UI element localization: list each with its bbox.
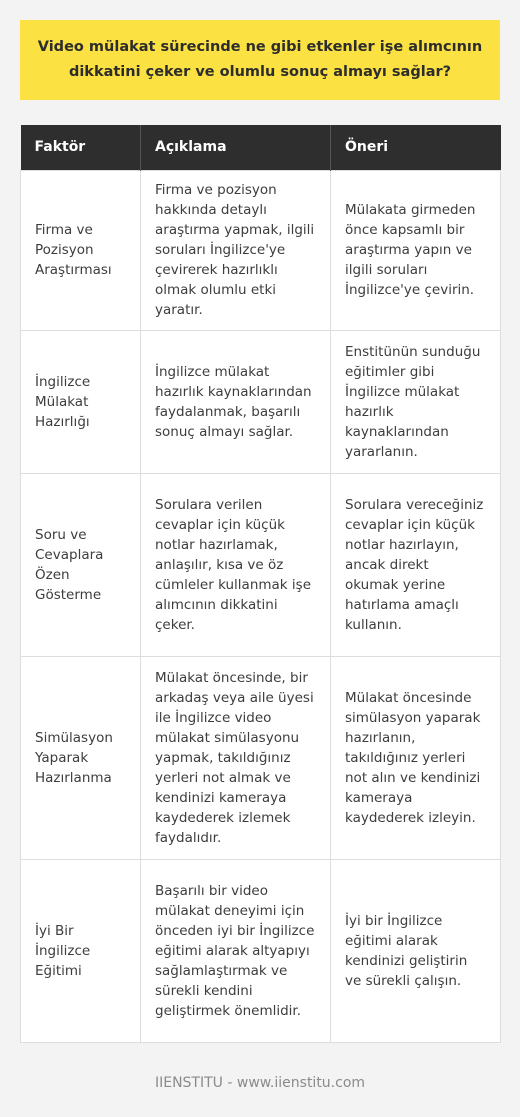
- page-title: Video mülakat sürecinde ne gibi etkenler işe alımcının dikkatini çeker ve olumlu sonuç almayı sağlar?: [37, 39, 483, 80]
- cell-suggestion: Enstitünün sunduğu eğitimler gibi İngilizce mülakat hazırlık kaynaklarından yararlanın.: [331, 330, 501, 473]
- cell-factor: İyi Bir İngilizce Eğitimi: [21, 859, 141, 1042]
- cell-factor: Firma ve Pozisyon Araştırması: [21, 170, 141, 330]
- cell-description: Firma ve pozisyon hakkında detaylı araştırma yapmak, ilgili soruları İngilizce'ye çevirerek hazırlıklı olmak olumlu etki yaratır.: [141, 170, 331, 330]
- table-row: [21, 330, 501, 473]
- cell-factor: Soru ve Cevaplara Özen Gösterme: [21, 473, 141, 656]
- cell-suggestion: Mülakata girmeden önce kapsamlı bir araştırma yapın ve ilgili soruları İngilizce'ye çevirin.: [331, 170, 501, 330]
- cell-description: Mülakat öncesinde, bir arkadaş veya aile üyesi ile İngilizce video mülakat simülasyonu yapmak, takıldığınız yerleri not almak ve kendinizi kameraya kaydederek izlemek faydalıdır.: [141, 656, 331, 859]
- table-row: [21, 656, 501, 859]
- table-row: [21, 859, 501, 1042]
- table-header-row: [21, 125, 501, 170]
- footer-credit: IIENSTITU - www.iienstitu.com: [154, 1075, 366, 1091]
- header-description: Açıklama: [141, 125, 331, 170]
- table-row: [21, 170, 501, 330]
- cell-suggestion: İyi bir İngilizce eğitimi alarak kendinizi geliştirin ve sürekli çalışın.: [331, 859, 501, 1042]
- header-suggestion: Öneri: [331, 125, 501, 170]
- header-factor: Faktör: [21, 125, 141, 170]
- cell-suggestion: Sorulara vereceğiniz cevaplar için küçük notlar hazırlayın, ancak direkt okumak yerine hatırlama amaçlı kullanın.: [331, 473, 501, 656]
- cell-description: İngilizce mülakat hazırlık kaynaklarından faydalanmak, başarılı sonuç almayı sağlar.: [141, 330, 331, 473]
- factors-table: [20, 125, 501, 1043]
- cell-description: Sorulara verilen cevaplar için küçük notlar hazırlamak, anlaşılır, kısa ve öz cümleler kullanmak işe alımcının dikkatini çeker.: [141, 473, 331, 656]
- title-banner: [20, 20, 500, 100]
- cell-factor: Simülasyon Yaparak Hazırlanma: [21, 656, 141, 859]
- table-row: [21, 473, 501, 656]
- cell-description: Başarılı bir video mülakat deneyimi için önceden iyi bir İngilizce eğitimi alarak altyapıyı sağlamlaştırmak ve sürekli kendini geliştirmek önemlidir.: [141, 859, 331, 1042]
- cell-suggestion: Mülakat öncesinde simülasyon yaparak hazırlanın, takıldığınız yerleri not alın ve kendinizi kameraya kaydederek izleyin.: [331, 656, 501, 859]
- cell-factor: İngilizce Mülakat Hazırlığı: [21, 330, 141, 473]
